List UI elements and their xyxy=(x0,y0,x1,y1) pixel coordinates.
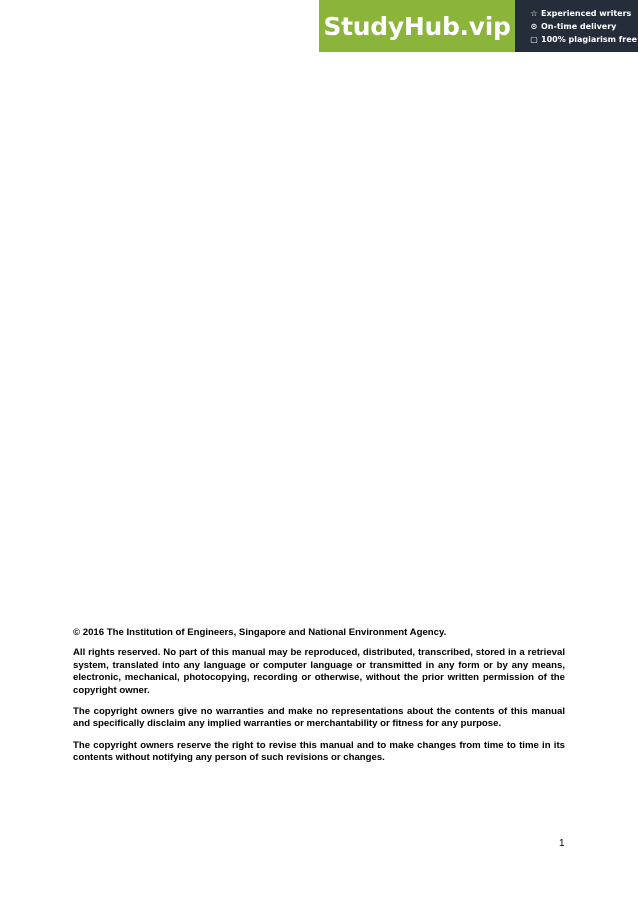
document-check-icon: ▢ xyxy=(530,34,538,44)
feature-label: Experienced writers xyxy=(541,8,632,18)
brand-name: StudyHub.vip xyxy=(323,11,511,41)
rights-reserved-paragraph: All rights reserved. No part of this manual may be reproduced, distributed, transcribed, stored in a retrieval system, translated into any language or computer language or transmitted in any form or by any means, electronic, mechanical, photocopying, recording or otherwise, without the prior written permission of the copyright owner. xyxy=(73,647,565,696)
studyhub-banner[interactable] xyxy=(319,0,638,52)
copyright-heading: © 2016 The Institution of Engineers, Singapore and National Environment Agency. xyxy=(73,627,447,638)
feature-list xyxy=(515,0,638,52)
page-number: 1 xyxy=(559,838,565,849)
studyhub-logo[interactable] xyxy=(319,0,515,52)
copyright-notice xyxy=(73,627,565,774)
feature-label: On-time delivery xyxy=(541,21,617,31)
feature-label: 100% plagiarism free xyxy=(541,34,638,44)
feature-plagiarism-free xyxy=(529,33,638,46)
revision-rights-paragraph: The copyright owners reserve the right to revise this manual and to make changes from time to time in its contents without notifying any person of such revisions or changes. xyxy=(73,739,565,764)
warranty-disclaimer-paragraph: The copyright owners give no warranties and make no representations about the contents of this manual and specifically disclaim any implied warranties or merchantability or fitness for any purpose. xyxy=(73,706,565,730)
star-icon: ☆ xyxy=(530,8,538,18)
clock-icon: ⊙ xyxy=(530,21,538,31)
feature-on-time-delivery xyxy=(529,20,638,33)
feature-experienced-writers xyxy=(529,7,638,20)
